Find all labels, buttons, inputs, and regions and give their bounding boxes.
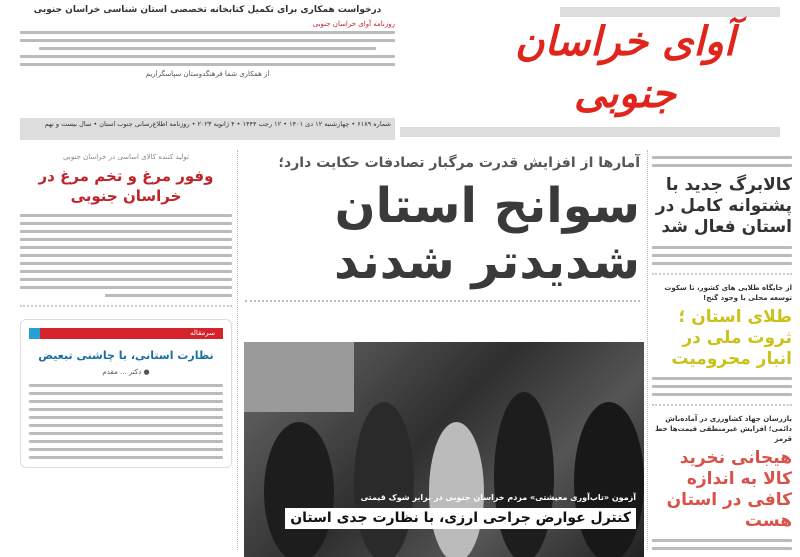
photo-caption-headline: کنترل عوارض جراحی ارزی، با نظارت جدی استان: [285, 508, 636, 529]
date-bar: شماره ۶۱۸۹ • چهارشنبه ۱۲ دی ۱۴۰۱ • ۱۲ رجب ۱۴۴۴ • ۴ ژانویه ۲۰۲۳ • روزنامه اطلاع‌رسانی جنوب استان • سال بیست و نهم: [20, 118, 395, 140]
editorial-label: سرمقاله: [189, 329, 215, 337]
story-supertitle: از جایگاه طلایی های کشور، تا سکوت توسعه محلی با وجود گنج!: [664, 284, 792, 302]
story-headline[interactable]: طلای استان ؛ ثروت ملی در انبار محرومیت: [671, 307, 792, 369]
story-body: [20, 214, 232, 297]
notice-closing: از همکاری شما فرهنگدوستان سپاسگزاریم: [145, 70, 270, 78]
editorial-box[interactable]: [20, 319, 232, 468]
notice-body: [20, 31, 395, 66]
story-headline[interactable]: کالابرگ جدید با پشتوانه کامل در استان فعال شد: [655, 175, 792, 237]
notice-lead: روزنامه آوای خراسان جنوبی: [312, 20, 395, 28]
headline-line: شدیدتر شدند: [334, 234, 640, 290]
column-divider: [647, 150, 648, 550]
right-column: [652, 150, 792, 550]
story-headline[interactable]: وفور مرغ و تخم مرغ در خراسان جنوبی: [38, 167, 214, 205]
story-kicker: تولید کننده کالای اساسی در خراسان جنوبی: [63, 153, 189, 161]
editorial-bar: [29, 328, 223, 339]
editorial-title: نظارت استانی، با چاشنی تبعیض: [38, 349, 214, 362]
cooperation-notice: [20, 4, 395, 78]
editorial-body: [29, 384, 223, 459]
story-headline[interactable]: هیجانی نخرید کالا به اندازه کافی در استان هست: [666, 448, 792, 531]
logo-rule: [400, 127, 780, 137]
photo-caption-kicker: آزمون «تاب‌آوری معیشتی» مردم خراسان جنوبی در برابر شوک قیمتی: [360, 493, 636, 502]
headline-line: سوانح استان: [334, 178, 640, 234]
editorial-author: ● دکتر ... مقدم: [102, 368, 150, 376]
column-divider: [237, 150, 238, 550]
divider: [245, 300, 640, 302]
story-supertitle: بازرسان جهاد کشاورزی در آماده‌باش دائمی؛ افزایش غیرمنطقی قیمت‌ها خط قرمز: [655, 415, 792, 443]
notice-title: درخواست همکاری برای تکمیل کتابخانه تخصصی استان شناسی خراسان جنوبی: [33, 5, 382, 15]
news-photo[interactable]: [244, 342, 644, 557]
newspaper-logo: آوای خراسان جنوبی: [515, 18, 735, 117]
lead-kicker: آمارها از افزایش قدرت مرگبار تصادفات حکایت دارد؛: [278, 155, 640, 171]
lead-story[interactable]: [240, 150, 645, 340]
left-column: [20, 152, 232, 468]
lead-headline: [245, 178, 640, 290]
